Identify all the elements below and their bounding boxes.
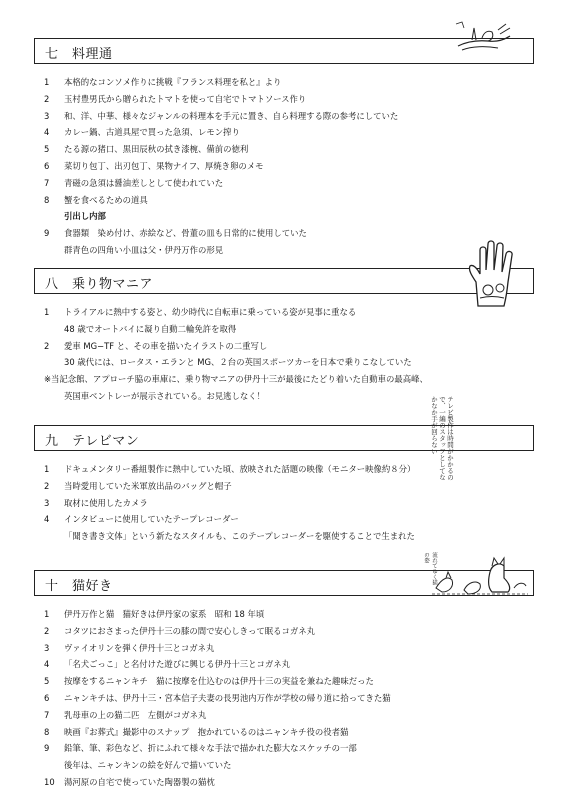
item-number: 2 (44, 93, 50, 104)
section-heading: 十 猫好き (45, 579, 113, 594)
item-number: 7 (44, 709, 50, 720)
list-item (34, 495, 534, 512)
item-number: 10 (44, 776, 55, 787)
item-number: 3 (44, 110, 50, 121)
item-number: 5 (44, 144, 50, 155)
item-text: 映画『お葬式』撮影中のスナップ 抱かれているのはニャンキチ役の役者猫 (64, 726, 349, 737)
item-number: 3 (44, 497, 50, 508)
item-text: 食器類 染め付け、赤絵など、骨董の皿も日常的に使用していた (64, 228, 307, 239)
tv-side-note: テレビ製作は時間がかかるので、一編のスタッフとしてなかなか手が回らない (430, 396, 454, 481)
item-text: ドキュメンタリー番組製作に熱中していた頃、放映された話題の映像（モニター映像約８分） (64, 464, 416, 474)
list-item (34, 242, 534, 259)
list-item (34, 673, 534, 690)
list-item (34, 192, 534, 209)
item-number: 5 (44, 676, 50, 687)
item-text: 「名犬ごっこ」と名付けた遊びに興じる伊丹十三とコガネ丸 (64, 659, 290, 670)
section-tv (34, 425, 534, 545)
list-item (34, 740, 534, 757)
list-item (34, 623, 534, 640)
item-list (34, 606, 534, 791)
item-text: 玉村豊男氏から贈られたトマトを使って自宅でトマトソース作り (64, 93, 307, 104)
item-text: 「聞き書き文体」という新たなスタイルも、このテープレコーダーを駆使することで生まれた (64, 531, 415, 542)
section-cooking (34, 38, 534, 259)
list-item (34, 338, 534, 355)
list-item (34, 774, 534, 791)
list-item (34, 108, 534, 125)
item-text: 引出し内部 (64, 211, 106, 222)
item-text: ニャンキチは、伊丹十三・宮本信子夫妻の長男池内万作が学校の帰り道に拾ってきた猫 (64, 692, 391, 703)
item-text: ※当記念館、アプローチ脇の車庫に、乗り物マニアの伊丹十三が最後にたどり着いた自動車の最高峰、 (44, 374, 428, 385)
item-text: 伊丹万作と猫 猫好きは伊丹家の家系 昭和 18 年頃 (64, 609, 265, 619)
list-item (34, 690, 534, 707)
item-number: 6 (44, 160, 50, 171)
cat-sketch-icon (430, 548, 530, 600)
list-item (34, 757, 534, 774)
section-header (34, 425, 534, 451)
item-text: 蟹を食べるための道具 (64, 194, 148, 205)
section-cats (34, 570, 534, 791)
list-item (34, 91, 534, 108)
section-heading: 九 テレビマン (45, 434, 140, 449)
list-item (34, 354, 534, 371)
glove-icon (462, 236, 528, 312)
item-number: 9 (44, 228, 50, 239)
list-item (34, 225, 534, 242)
item-text: たる源の猪口、黒田辰秋の拭き漆椀、備前の徳利 (64, 144, 249, 155)
list-item (34, 528, 534, 545)
list-item (34, 724, 534, 741)
item-text: 取材に使用したカメラ (64, 497, 148, 508)
item-number: 1 (44, 77, 50, 87)
item-number: 2 (44, 340, 50, 351)
item-number: 4 (44, 514, 50, 525)
section-vehicles (34, 268, 534, 405)
item-text: 本格的なコンソメ作りに挑戦『フランス料理を私と』より (64, 77, 282, 87)
item-text: 和、洋、中華、様々なジャンルの料理本を手元に置き、自ら料理する際の参考にしていた (64, 110, 399, 121)
item-number: 9 (44, 743, 50, 754)
item-number: 6 (44, 692, 50, 703)
item-number: 1 (44, 609, 50, 619)
section-heading: 七 料理通 (45, 47, 113, 62)
list-item (34, 74, 534, 91)
item-text: コタツにおさまった伊丹十三の膝の間で安心しきって眠るコガネ丸 (64, 625, 315, 636)
list-item (34, 175, 534, 192)
item-text: 青磁の急須は醤油差しとして使われていた (64, 177, 224, 188)
list-item (34, 141, 534, 158)
list-item (34, 158, 534, 175)
item-text: 鉛筆、筆、彩色など、折にふれて様々な手法で描かれた膨大なスケッチの一部 (64, 743, 357, 754)
item-number: 2 (44, 480, 50, 491)
item-number: 1 (44, 464, 50, 474)
item-number: 4 (44, 659, 50, 670)
item-text: 湯河原の自宅で使っていた陶器製の猫枕 (64, 776, 215, 787)
list-item (34, 478, 534, 495)
item-number: 3 (44, 642, 50, 653)
item-text: 按摩をするニャンキチ 猫に按摩を仕込むのは伊丹十三の実益を兼ねた趣味だった (64, 676, 374, 687)
item-text: 英国車ベントレーが展示されている。お見逃しなく！ (64, 390, 265, 401)
item-text: カレー鍋、古道具屋で買った急須、レモン搾り (64, 127, 240, 138)
cat-side-note: 流れてゆく猫の姿 (423, 552, 437, 585)
list-item (34, 656, 534, 673)
item-text: 乳母車の上の猫二匹 左側がコガネ丸 (64, 709, 207, 720)
item-number: 7 (44, 177, 50, 188)
list-item (34, 388, 534, 405)
item-number: 4 (44, 127, 50, 138)
list-item (34, 124, 534, 141)
list-item (34, 606, 534, 623)
item-number: 2 (44, 625, 50, 636)
list-item (34, 707, 534, 724)
item-text: ヴァイオリンを弾く伊丹十三とコガネ丸 (64, 642, 215, 653)
list-item (34, 461, 534, 478)
item-list (34, 304, 534, 405)
item-text: 菜切り包丁、出刃包丁、果物ナイフ、厚焼き卵のメモ (64, 160, 264, 171)
item-text: 愛車 MG−TF と、その車を描いたイラストの二重写し (64, 340, 268, 351)
list-item (34, 511, 534, 528)
item-list (34, 461, 534, 545)
cooking-sketch-icon (452, 16, 516, 60)
section-header (34, 268, 534, 294)
list-item (34, 304, 534, 321)
item-text: 当時愛用していた米軍放出品のバッグと帽子 (64, 480, 232, 491)
list-item (34, 321, 534, 338)
item-text: インタビューに使用していたテープレコーダー (64, 514, 239, 525)
item-number: 1 (44, 307, 50, 317)
item-text: 30 歳代には、ロータス・エランと MG、２台の英国スポーツカーを日本で乗りこなしていた (64, 357, 412, 368)
item-number: 8 (44, 194, 50, 205)
item-text: トライアルに熱中する姿と、幼少時代に自転車に乗っている姿が見事に重なる (64, 307, 357, 317)
list-item (34, 208, 534, 225)
item-text: 48 歳でオートバイに凝り自動二輪免許を取得 (64, 323, 237, 334)
list-item (34, 640, 534, 657)
list-item (34, 371, 534, 388)
item-text: 群青色の四角い小皿は父・伊丹万作の形見 (64, 244, 224, 255)
item-text: 後年は、ニャンキンの絵を好んで描いていた (64, 760, 232, 771)
section-heading: 八 乗り物マニア (45, 277, 154, 292)
item-list (34, 74, 534, 259)
item-number: 8 (44, 726, 50, 737)
